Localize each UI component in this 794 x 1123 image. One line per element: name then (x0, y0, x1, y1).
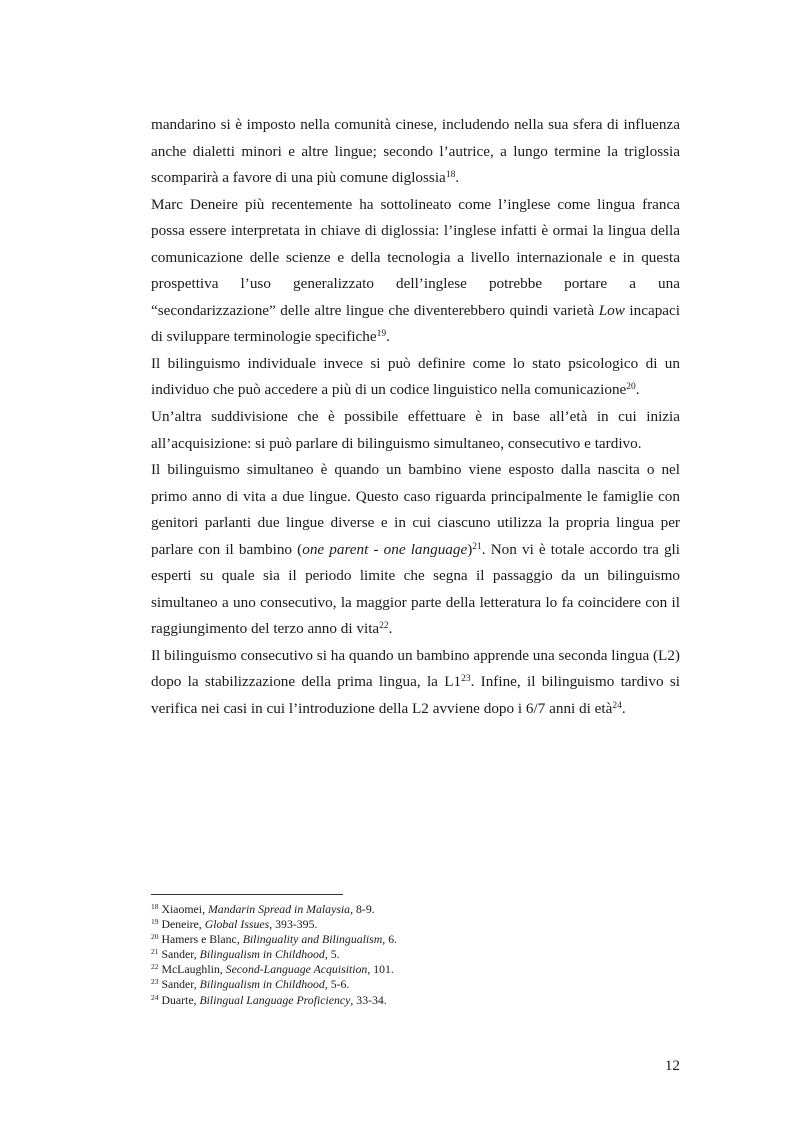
text-run: Il bilinguismo simultaneo è quando un bambino viene esposto dalla nascita o nel primo anno di vita a due lingue. Questo caso riguarda principalmente le famiglie con genitori parlanti due lingue diverse e in cui ciascuno utilizza la propria lingua per parlare con il bambino ( (151, 461, 680, 558)
italic-text: one parent - one language (302, 540, 468, 558)
paragraph (151, 457, 680, 643)
footnote-title: Bilingualism in Childhood (199, 947, 325, 962)
footnote-pages: , 5. (324, 947, 340, 962)
footnote-author: Hamers e Blanc, (161, 932, 243, 947)
footnote-number: 23 (151, 977, 159, 987)
footnote-number: 19 (151, 917, 159, 927)
footnote-ref: 18 (445, 170, 456, 181)
footnote-title: Global Issues (204, 917, 270, 932)
paragraph (151, 643, 680, 723)
body-text (151, 112, 680, 723)
footnote-separator (151, 894, 343, 895)
footnote-author: Sander, (161, 947, 200, 962)
footnote-author: McLaughlin, (161, 962, 226, 977)
footnote-ref: 21 (472, 541, 482, 552)
paragraph (151, 112, 680, 192)
footnote-author: Xiaomei, (161, 902, 208, 916)
footnote (151, 902, 680, 917)
footnote-ref: 24 (612, 701, 622, 712)
text-run: Un’altra suddivisione che è possibile effettuare è in base all’età in cui inizia all’acquisizione: si può parlare di bilinguismo simultaneo, consecutivo e tardivo. (151, 408, 680, 452)
footnote-pages: , 33-34. (350, 992, 387, 1007)
footnote-number: 24 (151, 992, 159, 1002)
text-run: . Non vi è totale accordo tra gli esperti su quale sia il periodo limite che segna il passaggio da un bilinguismo simultaneo a uno consecutivo, la maggior parte della letteratura lo fa coincidere con il raggiungimento del terzo anno di vita (151, 540, 680, 638)
footnote-title: Bilingual Language Proficiency (199, 992, 351, 1007)
footnote-author: Duarte, (161, 992, 200, 1007)
paragraph (151, 404, 680, 457)
footnote (151, 977, 680, 992)
text-run: Il bilinguismo individuale invece si può definire come lo stato psicologico di un individuo che può accedere a più di un codice linguistico nella comunicazione (151, 354, 680, 399)
text-run: . (455, 169, 460, 187)
footnote-ref: 20 (626, 382, 636, 393)
footnotes (151, 902, 680, 1008)
page-number: 12 (664, 1057, 680, 1074)
italic-text: Low (598, 301, 625, 319)
footnote (151, 962, 680, 977)
text-run: Marc Deneire più recentemente ha sottolineato come l’inglese come lingua franca possa essere interpretata in chiave di diglossia: l’inglese infatti è ormai la lingua della comunicazione delle scienze e della tecnologia a livello internazionale e in questa prospettiva l’uso generalizzato dell’inglese potrebbe portare a una “secondarizzazione” delle altre lingue che diventerebbero quindi varietà (151, 195, 680, 319)
paragraph (151, 192, 680, 351)
text-run: . (635, 381, 640, 399)
footnote-pages: , 6. (382, 932, 398, 947)
footnote (151, 917, 680, 932)
footnote-title: Mandarin Spread in Malaysia (207, 902, 351, 916)
footnote-ref: 23 (461, 674, 471, 685)
text-run: incapaci di sviluppare terminologie specifiche (151, 301, 681, 346)
footnote-pages: , 5-6. (324, 977, 350, 992)
footnote-number: 21 (151, 947, 159, 957)
text-run: Il bilinguismo consecutivo si ha quando un bambino apprende una seconda lingua (L2) dopo la stabilizzazione della prima lingua, la L1 (151, 646, 680, 691)
footnote (151, 932, 680, 947)
footnote-pages: , 8-9. (350, 902, 375, 916)
text-run: mandarino si è imposto nella comunità cinese, includendo nella sua sfera di influenza anche dialetti minori e altre lingue; secondo l’autrice, a lungo termine la triglossia scomparirà a favore di una più comune diglossia (151, 116, 680, 187)
footnote (151, 993, 680, 1008)
footnote-number: 22 (151, 962, 159, 972)
footnote-pages: , 393-395. (269, 917, 318, 932)
footnote-title: Second-Language Acquisition (225, 962, 368, 977)
paragraph (151, 351, 680, 404)
footnote-author: Sander, (161, 977, 200, 992)
text-run: . Infine, il bilinguismo tardivo si verifica nei casi in cui l’introduzione della L2 avviene dopo i 6/7 anni di età (151, 673, 680, 718)
text-run: . (386, 328, 390, 346)
footnote-pages: , 101. (367, 962, 394, 977)
footnote-number: 18 (151, 902, 159, 911)
text-run: . (388, 620, 393, 638)
footnote-number: 20 (151, 932, 159, 942)
footnote-author: Deneire, (161, 917, 205, 932)
footnote (151, 947, 680, 962)
footnote-title: Bilinguality and Bilingualism (242, 932, 383, 947)
footnote-ref: 19 (376, 329, 387, 340)
text-run: . (621, 700, 626, 718)
text-run: ) (467, 540, 473, 558)
footnote-title: Bilingualism in Childhood (199, 977, 325, 992)
footnote-ref: 22 (379, 621, 389, 632)
